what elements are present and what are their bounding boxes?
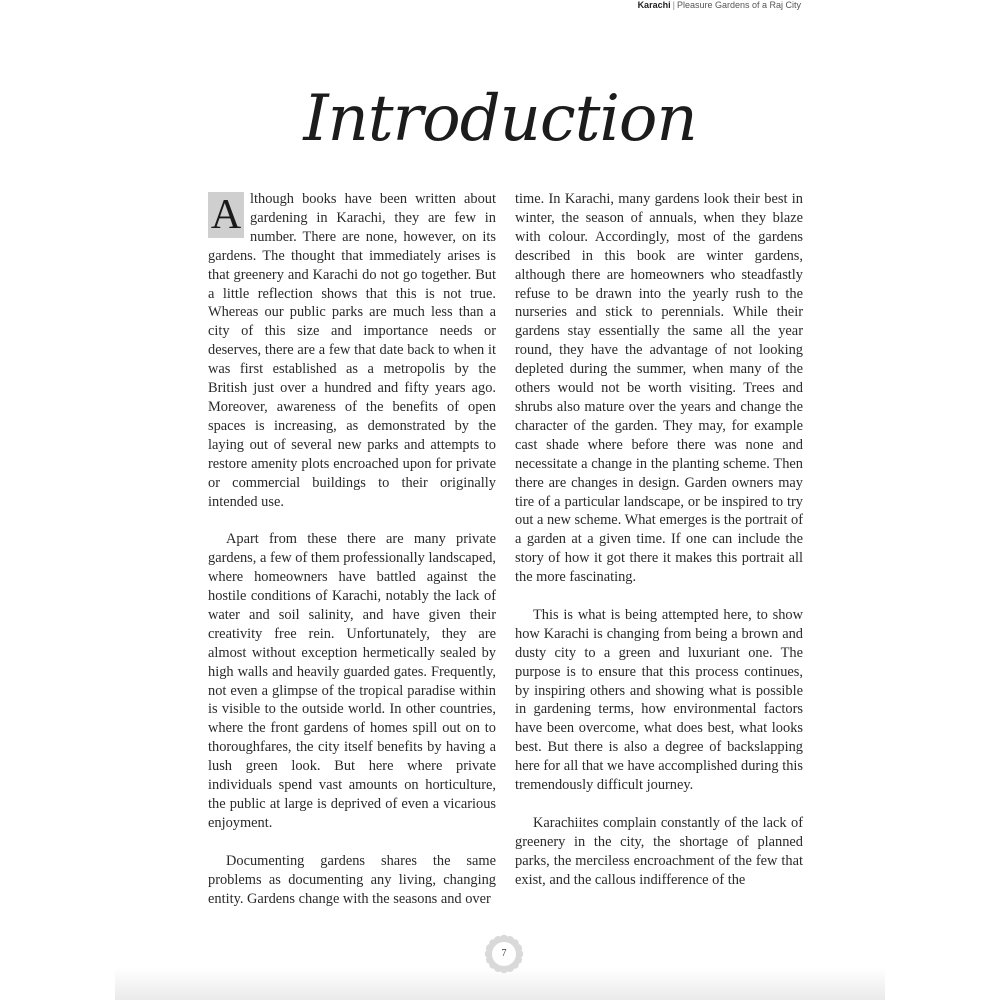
paragraph: Documenting gardens shares the same problems as documenting any living, changing entity. Gardens change with the seasons and over bbox=[208, 852, 496, 907]
paragraph: Apart from these there are many private gardens, a few of them professionally landscaped, where homeowners have battled against the hostile conditions of Karachi, notably the lack of water and soil salinity, and have given their creativity free rein. Unfortunately, they are almost without exception hermetically sealed by high walls and heavily guarded gates. Frequently, not even a glimpse of the tropical paradise within is visible to the outside world. In other countries, where the front gardens of homes spill out on to thoroughfares, the city itself benefits by having a lush green look. But here where private individuals spend vast amounts on horticulture, the public at large is deprived of even a vicarious enjoyment. bbox=[208, 531, 496, 831]
book-title: Karachi bbox=[637, 0, 671, 10]
paragraph: Karachiites complain constantly of the lack of greenery in the city, the shortage of planned parks, the merciless encroachment of the few that exist, and the callous indifference of the bbox=[515, 814, 803, 888]
paragraph: time. In Karachi, many gardens look their best in winter, the season of annuals, when they blaze with colour. Accordingly, most of the gardens described in this book are winter gardens, although there are homeowners who steadfastly refuse to be drawn into the yearly rush to the nurseries and stick to perennials. While their gardens stay essentially the same all the year round, they have the advantage of not looking depleted during the summer, when many of the others would not be worth visiting. Trees and shrubs also mature over the years and change the character of the garden. They may, for example cast shade where before there was none and necessitate a change in the planting scheme. Then there are changes in design. Garden owners may tire of a particular landscape, or be inspired to try out a new scheme. What emerges is the portrait of a garden at a given time. If one can include the story of how it got there it makes this portrait all the more fascinating. bbox=[515, 191, 803, 586]
chapter-title: Introduction bbox=[303, 82, 697, 156]
header-separator: | bbox=[672, 0, 675, 10]
page-number: 7 bbox=[501, 948, 507, 959]
paragraph: This is what is being attempted here, to show how Karachi is changing from being a brown and dusty city to a green and luxuriant one. The purpose is to ensure that this process continues, by inspiring others and showing what is possible in gardening terms, how environmental factors have been overcome, what does best, what looks best. But there is also a degree of backslapping here for all that we have accomplished during this tremendously difficult journey. bbox=[515, 606, 803, 794]
left-text-column bbox=[208, 190, 496, 927]
page-bottom-shadow bbox=[115, 968, 885, 1000]
running-head bbox=[638, 0, 801, 10]
drop-cap: A bbox=[208, 192, 244, 238]
right-text-column bbox=[515, 190, 803, 908]
paragraph bbox=[208, 190, 496, 511]
book-subtitle: Pleasure Gardens of a Raj City bbox=[676, 0, 801, 10]
paragraph-text: lthough books have been written about gardening in Karachi, they are few in number. There are none, however, on its gardens. The thought that immediately arises is that greenery and Karachi do not go together. But a little reflection shows that this is not true. Whereas our public parks are much less than a city of this size and importance needs or deserves, there are a few that date back to when it was first established as a metropolis by the British just over a hundred and fifty years ago. Moreover, awareness of the benefits of open spaces is increasing, as demonstrated by the laying out of several new parks and attempts to restore amenity plots encroached upon for private or commercial buildings to their originally intended use. bbox=[208, 191, 496, 510]
